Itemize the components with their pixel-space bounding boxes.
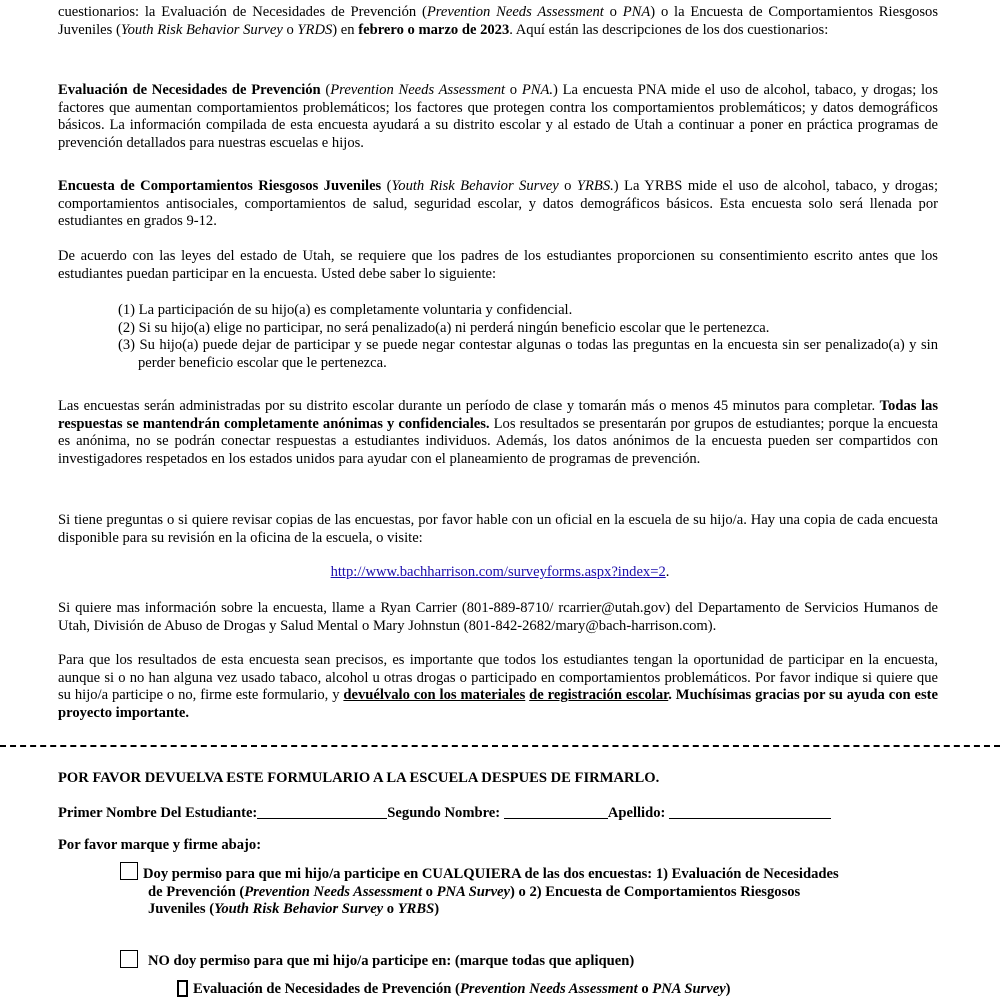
- pna-description: Evaluación de Necesidades de Prevención (Prevention Needs Assessment o PNA.) La encuesta PNA mide el uso de alcohol, tabaco, y drogas; los factores que aumentan comportamientos problemáticos; los factores que protegen contra los comportamientos problemáticos; y datos demográficos básicos. La información compilada de esta encuesta ayudará a su distrito escolar y al estado de Utah a continuar a poner en práctica programas de prevención detallados para nuestras escuelas e hijos.: [58, 82, 938, 151]
- permission-checkbox[interactable]: [120, 862, 138, 880]
- administration-paragraph: Las encuestas serán administradas por su distrito escolar durante un período de clase y tomarán más o menos 45 minutos para completar. Todas las respuestas se mantendrán completamente anónimas y confidenciales. Los resultados se presentarán por grupos de estudiantes; porque la encuesta es anónima, no se podrán conectar respuestas a estudiantes individuos. Además, los datos anónimos de la encuesta pueden ser compartidos con investigadores respetados en los estados unidos para ayudar con el planeamiento de programas de prevención.: [58, 398, 938, 467]
- last-name-label: Apellido:: [607, 805, 666, 821]
- intro-paragraph: cuestionarios: la Evaluación de Necesidades de Prevención (Prevention Needs Assessment o PNA) o la Encuesta de Comportamientos Riesgosos Juveniles (Youth Risk Behavior Survey o YRDS) en febrero o marzo de 2023. Aquí están las descripciones de los dos cuestionarios:: [58, 4, 938, 38]
- survey-forms-link[interactable]: http://www.bachharrison.com/surveyforms.aspx?index=2: [330, 564, 666, 580]
- list-item: (1) La participación de su hijo(a) es completamente voluntaria y confidencial.: [118, 302, 573, 318]
- yrbs-description: Encuesta de Comportamientos Riesgosos Juveniles (Youth Risk Behavior Survey o YRBS.) La YRBS mide el uso de alcohol, tabaco, y drogas; comportamientos antisociales, comportamientos de salud, seguridad escolar, y datos demográficos básicos. Esta encuesta solo será llenada por estudiantes en grados 9-12.: [58, 178, 938, 230]
- contact-paragraph: Si quiere mas información sobre la encuesta, llame a Ryan Carrier (801-889-8710/ rcarrier@utah.gov) del Departamento de Servicios Humanos de Utah, División de Abuso de Drogas y Salud Mental o Mary Johnstun (801-842-2682/mary@bach-harrison.com).: [58, 600, 938, 634]
- list-item: (2) Si su hijo(a) elige no participar, no será penalizado(a) ni perderá ningún beneficio escolar que le pertenezca.: [118, 319, 770, 336]
- pna-exclude-option-text: Evaluación de Necesidades de Prevención (Prevention Needs Assessment o PNA Survey): [193, 981, 731, 997]
- consent-paragraph: De acuerdo con las leyes del estado de Utah, se requiere que los padres de los estudiantes proporcionen su consentimiento escrito antes que los estudiantes puedan participar en la encuesta. Usted debe saber lo siguiente:: [58, 248, 938, 282]
- pna-exclude-checkbox[interactable]: [177, 980, 188, 997]
- form-header: POR FAVOR DEVUELVA ESTE FORMULARIO A LA ESCUELA DESPUES DE FIRMARLO.: [58, 770, 660, 786]
- survey-link-line: http://www.bachharrison.com/surveyforms.aspx?index=2.: [330, 564, 670, 580]
- middle-name-label: Segundo Nombre:: [387, 805, 501, 821]
- pna-title: Evaluación de Necesidades de Prevención: [58, 82, 321, 98]
- final-paragraph: Para que los resultados de esta encuesta sean precisos, es importante que todos los estudiantes tengan la oportunidad de participar en la encuesta, aunque si o no han alguna vez usado tabaco, alcohol u otras drogas o participado en comportamientos problemáticos. Por favor indique si quiere que su hijo/a participe o no, firme este formulario, y devuélvalo con los materiales de registración escolar. Muchísimas gracias por su ayuda con este proyecto importante.: [58, 652, 939, 721]
- permission-option-text: Doy permiso para que mi hijo/a participe en CUALQUIERA de las dos encuestas: 1) Evaluación de Necesidades de Prevención (Prevention Needs Assessment o PNA Survey) o 2) Encuesta de Comportamientos Riesgosos Juveniles (Youth Risk Behavior Survey o YRBS): [143, 866, 839, 918]
- name-fields-row: [58, 804, 831, 823]
- mark-sign-label: Por favor marque y firme abajo:: [58, 837, 262, 853]
- first-name-label: Primer Nombre Del Estudiante:: [58, 805, 258, 821]
- list-item: (3) Su hijo(a) puede dejar de participar y se puede negar contestar algunas o todas las preguntas en la encuesta sin ser penalizado(a) y sin perder beneficio escolar que le pertenezca.: [118, 337, 938, 371]
- no-permission-checkbox[interactable]: [120, 950, 138, 968]
- yrbs-title: Encuesta de Comportamientos Riesgosos Juveniles: [58, 178, 382, 194]
- questions-paragraph: Si tiene preguntas o si quiere revisar copias de las encuestas, por favor hable con un oficial en la escuela de su hijo/a. Hay una copia de cada encuesta disponible para su revisión en la oficina de la escuela, o visite:: [58, 512, 938, 546]
- cut-line-divider: [0, 745, 1000, 747]
- first-name-field[interactable]: [257, 804, 387, 819]
- middle-name-field[interactable]: [504, 804, 608, 819]
- no-permission-option-text: NO doy permiso para que mi hijo/a participe en: (marque todas que apliquen): [148, 953, 635, 969]
- rights-list: [118, 302, 938, 372]
- last-name-field[interactable]: [669, 804, 831, 819]
